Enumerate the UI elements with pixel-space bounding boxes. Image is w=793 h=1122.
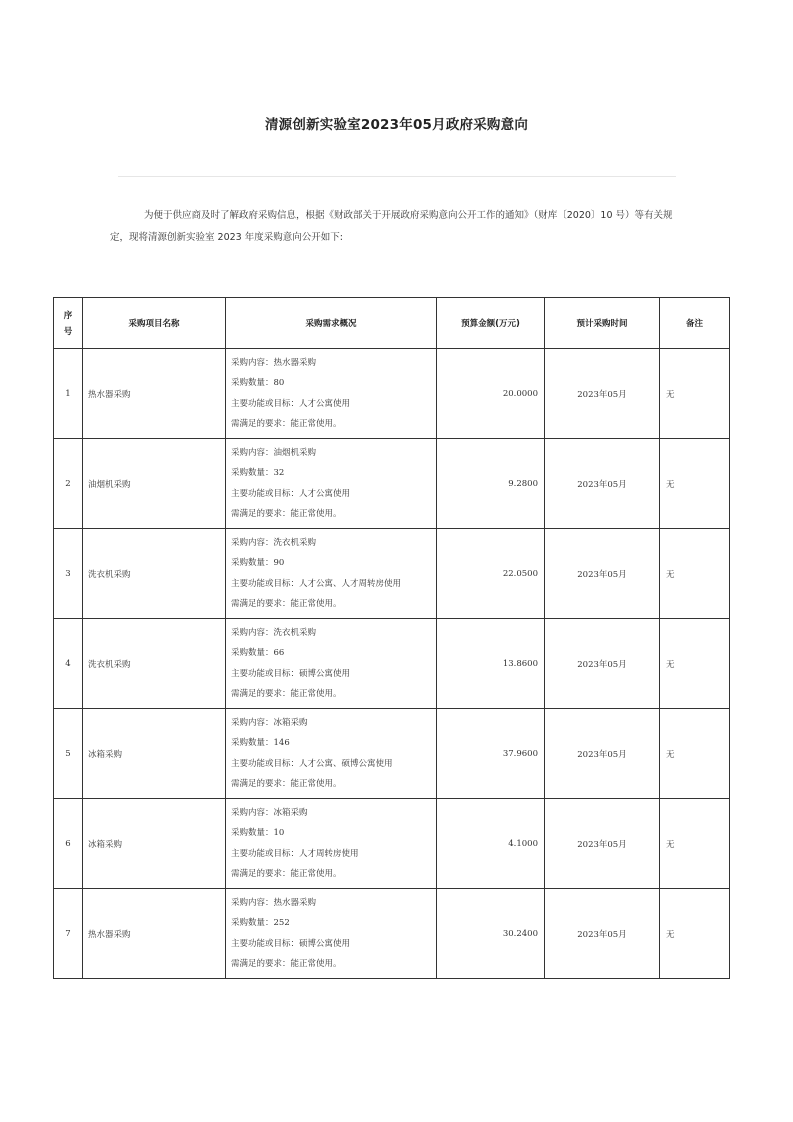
header-time: 预计采购时间 — [545, 298, 660, 349]
row-time: 2023年05月 — [545, 709, 660, 799]
description-line: 采购数量：10 — [231, 828, 285, 838]
row-time: 2023年05月 — [545, 619, 660, 709]
description-line: 主要功能或目标：人才公寓使用 — [231, 488, 351, 499]
table-header-row — [54, 298, 730, 349]
row-project-name: 洗衣机采购 — [83, 619, 226, 709]
row-time: 2023年05月 — [545, 529, 660, 619]
page-title: 清源创新实验室2023年05月政府采购意向 — [264, 117, 529, 133]
description-line: 采购内容：冰箱采购 — [231, 717, 308, 728]
header-name: 采购项目名称 — [83, 298, 226, 349]
header-budget: 预算金额(万元) — [437, 298, 545, 349]
description-line: 主要功能或目标：硕博公寓使用 — [231, 938, 351, 949]
row-seq: 6 — [54, 799, 83, 889]
row-note: 无 — [660, 529, 730, 619]
description-line: 需满足的要求：能正常使用。 — [231, 689, 342, 699]
header-seq-line2: 号 — [63, 326, 73, 337]
description-line: 需满足的要求：能正常使用。 — [231, 779, 342, 789]
header-desc: 采购需求概况 — [226, 298, 437, 349]
table-row — [54, 889, 730, 979]
table-row — [54, 529, 730, 619]
description-line: 采购数量：66 — [231, 648, 285, 658]
row-budget: 20.0000 — [437, 349, 545, 439]
row-description — [226, 439, 437, 529]
table-body — [54, 349, 730, 979]
description-line: 采购内容：热水器采购 — [231, 357, 317, 368]
description-line: 采购数量：146 — [231, 738, 290, 748]
description-line: 需满足的要求：能正常使用。 — [231, 509, 342, 519]
row-budget: 13.8600 — [437, 619, 545, 709]
row-description — [226, 799, 437, 889]
row-project-name: 冰箱采购 — [83, 799, 226, 889]
description-line: 采购内容：热水器采购 — [231, 897, 317, 908]
description-line: 主要功能或目标：人才周转房使用 — [231, 848, 359, 859]
description-line: 需满足的要求：能正常使用。 — [231, 869, 342, 879]
description-line: 主要功能或目标：人才公寓、硕博公寓使用 — [231, 758, 393, 769]
row-description — [226, 619, 437, 709]
header-note: 备注 — [660, 298, 730, 349]
row-time: 2023年05月 — [545, 889, 660, 979]
row-seq: 5 — [54, 709, 83, 799]
row-seq: 2 — [54, 439, 83, 529]
row-budget: 4.1000 — [437, 799, 545, 889]
description-line: 采购内容：洗衣机采购 — [231, 537, 317, 548]
table-row — [54, 619, 730, 709]
row-project-name: 热水器采购 — [83, 349, 226, 439]
description-line: 主要功能或目标：人才公寓使用 — [231, 398, 351, 409]
description-line: 采购数量：80 — [231, 378, 285, 388]
header-seq-line1: 序 — [63, 310, 73, 321]
row-note: 无 — [660, 709, 730, 799]
row-description — [226, 709, 437, 799]
row-project-name: 冰箱采购 — [83, 709, 226, 799]
row-budget: 30.2400 — [437, 889, 545, 979]
row-time: 2023年05月 — [545, 799, 660, 889]
description-line: 主要功能或目标：硕博公寓使用 — [231, 668, 351, 679]
row-time: 2023年05月 — [545, 439, 660, 529]
row-seq: 1 — [54, 349, 83, 439]
description-line: 需满足的要求：能正常使用。 — [231, 419, 342, 429]
table-row — [54, 439, 730, 529]
header-seq — [54, 298, 83, 349]
row-note: 无 — [660, 619, 730, 709]
intro-paragraph: 为便于供应商及时了解政府采购信息，根据《财政部关于开展政府采购意向公开工作的通知》（财库〔2020〕10 号）等有关规定，现将清源创新实验室 2023 年度采购意向公开如下: — [110, 210, 673, 243]
procurement-table — [53, 297, 730, 979]
row-description — [226, 349, 437, 439]
row-description — [226, 889, 437, 979]
description-line: 采购内容：冰箱采购 — [231, 807, 308, 818]
row-project-name: 油烟机采购 — [83, 439, 226, 529]
description-line: 采购数量：252 — [231, 918, 290, 928]
row-budget: 9.2800 — [437, 439, 545, 529]
row-note: 无 — [660, 349, 730, 439]
row-note: 无 — [660, 799, 730, 889]
description-line: 需满足的要求：能正常使用。 — [231, 599, 342, 609]
title-divider — [118, 176, 676, 177]
row-note: 无 — [660, 439, 730, 529]
row-description — [226, 529, 437, 619]
table-row — [54, 799, 730, 889]
row-seq: 7 — [54, 889, 83, 979]
description-line: 采购数量：90 — [231, 558, 285, 568]
description-line: 采购内容：洗衣机采购 — [231, 627, 317, 638]
row-seq: 4 — [54, 619, 83, 709]
description-line: 需满足的要求：能正常使用。 — [231, 959, 342, 969]
table-row — [54, 709, 730, 799]
row-budget: 37.9600 — [437, 709, 545, 799]
description-line: 主要功能或目标：人才公寓、人才周转房使用 — [231, 578, 402, 589]
row-project-name: 热水器采购 — [83, 889, 226, 979]
row-budget: 22.0500 — [437, 529, 545, 619]
table-row — [54, 349, 730, 439]
description-line: 采购数量：32 — [231, 468, 285, 478]
row-time: 2023年05月 — [545, 349, 660, 439]
row-note: 无 — [660, 889, 730, 979]
description-line: 采购内容：油烟机采购 — [231, 447, 317, 458]
row-project-name: 洗衣机采购 — [83, 529, 226, 619]
row-seq: 3 — [54, 529, 83, 619]
